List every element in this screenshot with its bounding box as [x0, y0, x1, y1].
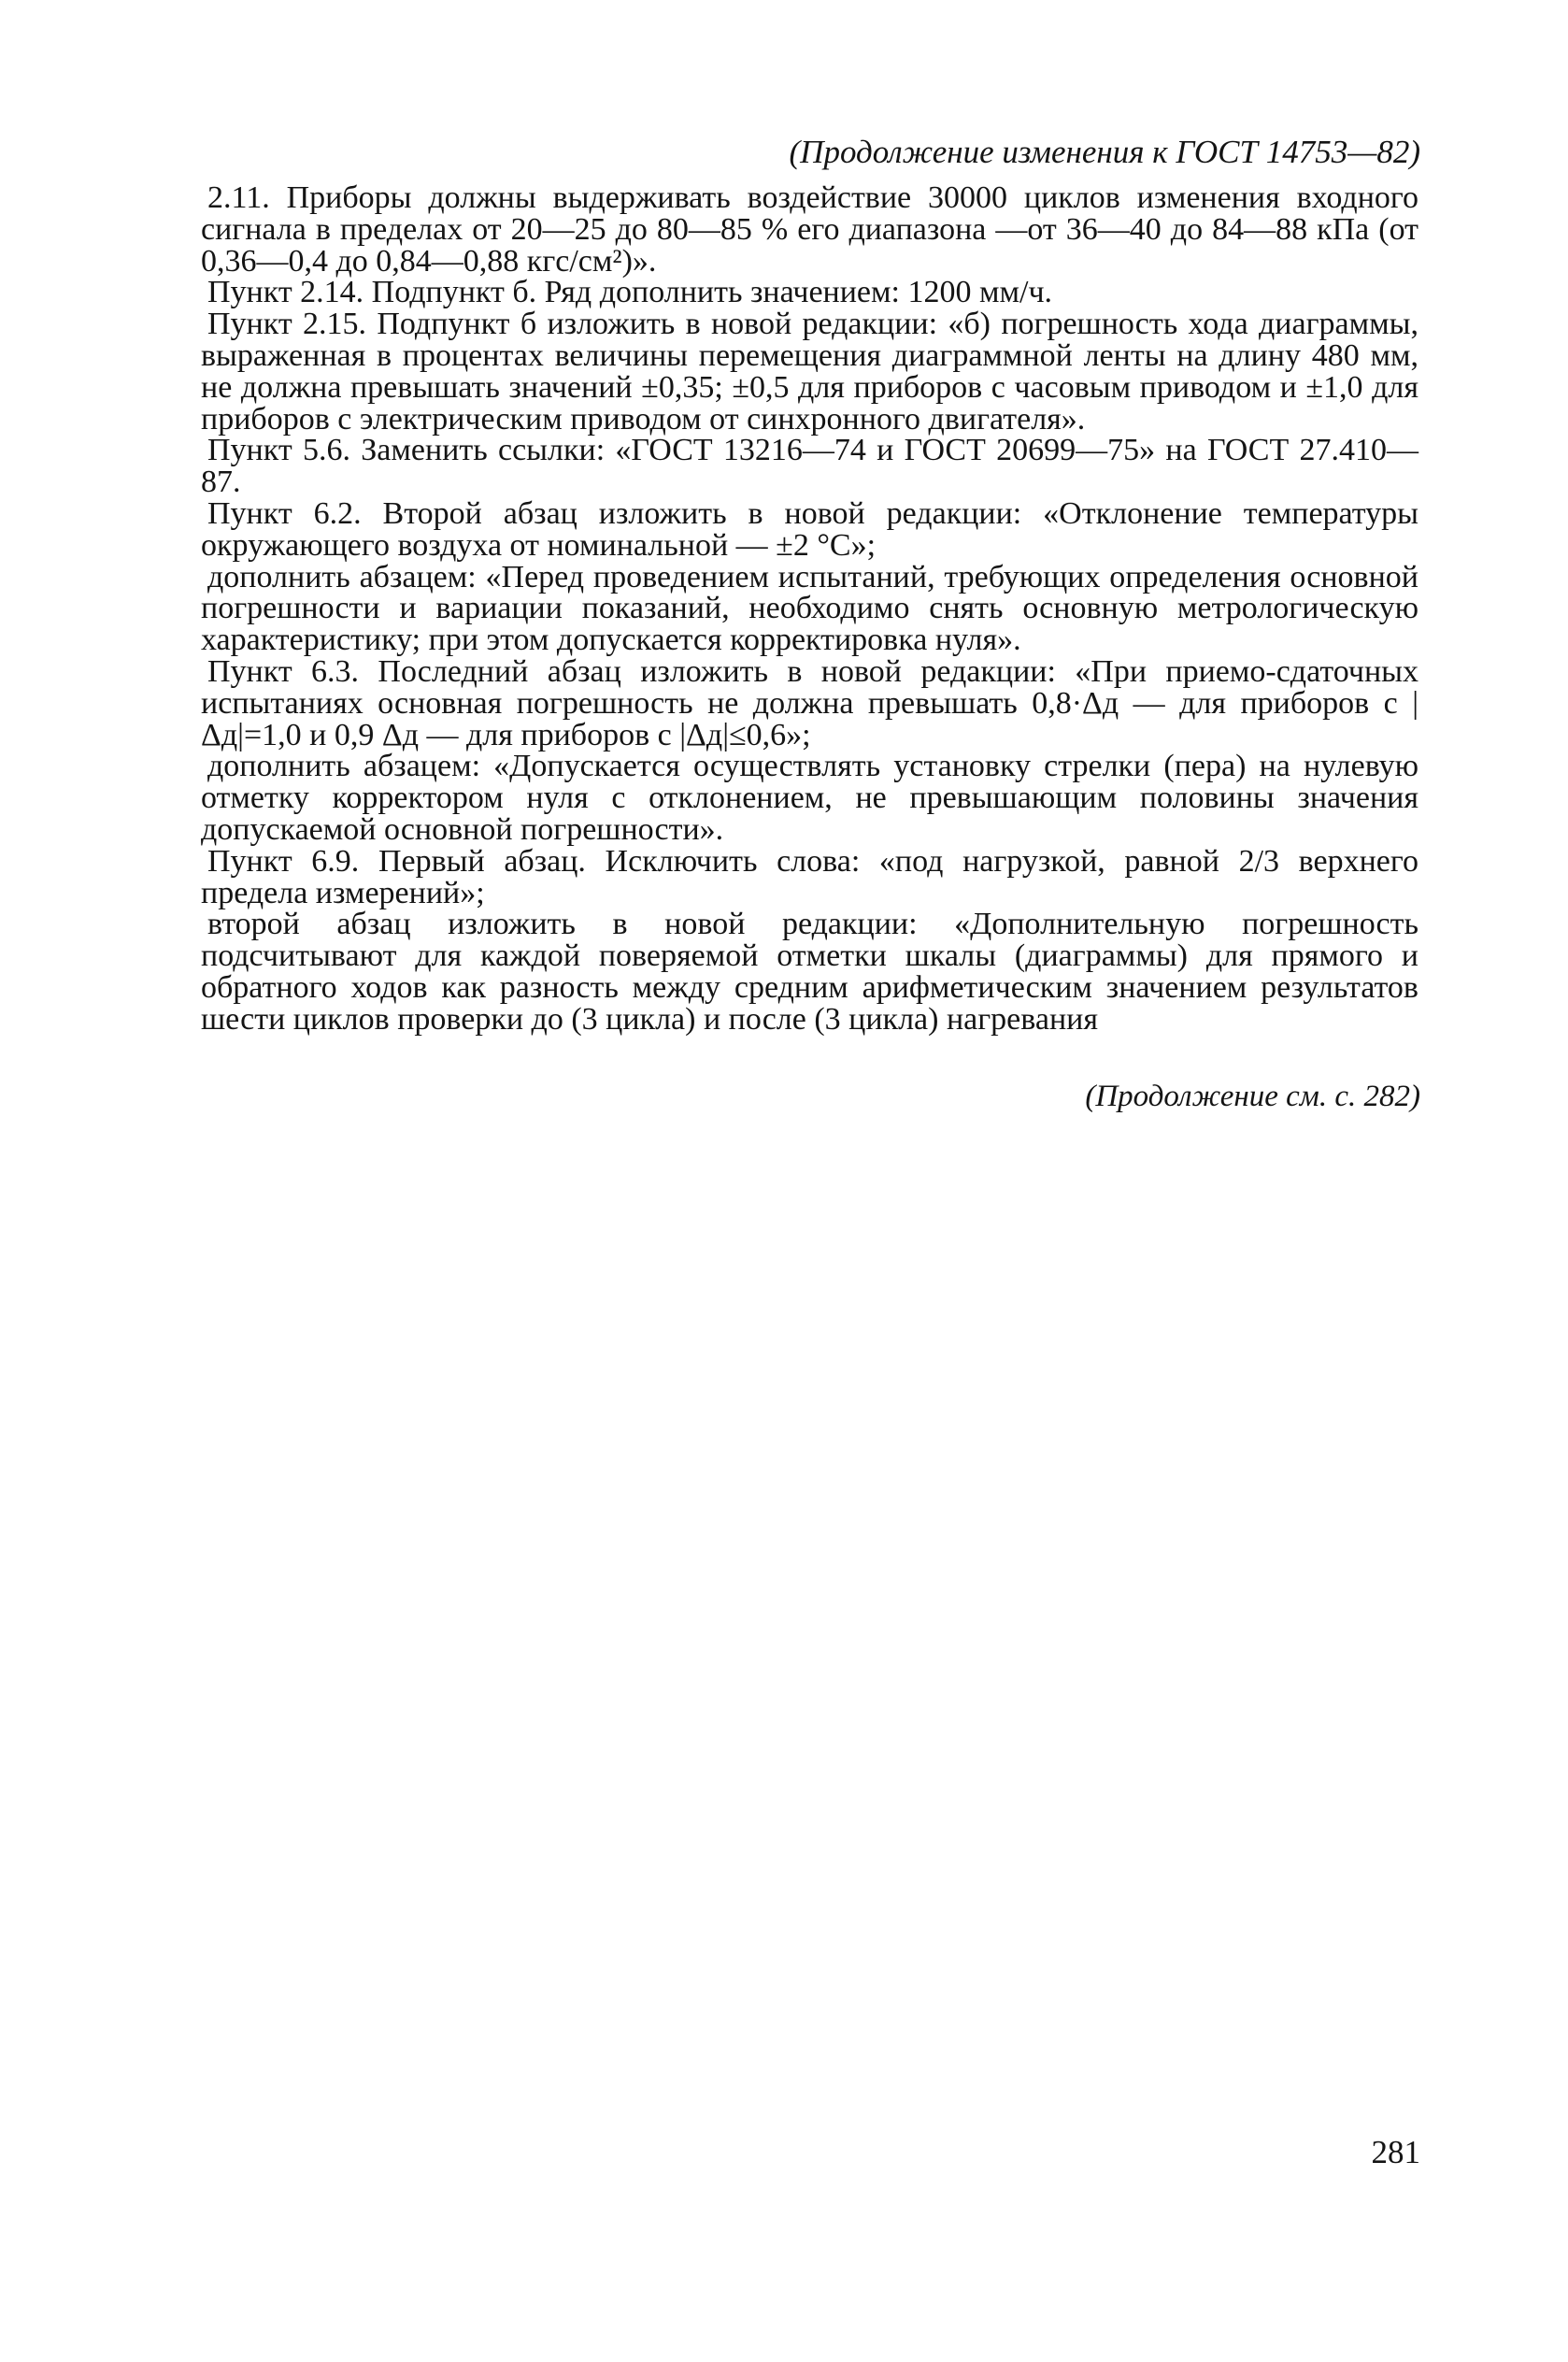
- paragraph-item-6-2: Пункт 6.2. Второй абзац изложить в новой редакции: «Отклонение температуры окружающего воздуха от номинальной — ±2 °С»;: [201, 495, 1418, 563]
- continuation-footer: (Продолжение см. с. 282): [1085, 1080, 1420, 1113]
- paragraph-item-6-9-second: второй абзац изложить в новой редакции: «Дополнительную погрешность подсчитывают для каждой поверяемой отметки шкалы (диаграммы) для прямого и обратного ходов как разность между средним арифметическим значением результатов шести циклов проверки до (3 цикла) и после (3 цикла) нагревания: [201, 907, 1418, 1037]
- paragraph-item-6-3-addition: дополнить абзацем: «Допускается осуществлять установку стрелки (пера) на нулевую отметку корректором нуля с отклонением, не превышающим половины значения допускаемой основной погрешности».: [201, 749, 1418, 847]
- paragraph-item-2-14: Пункт 2.14. Подпункт б. Ряд дополнить значением: 1200 мм/ч.: [207, 275, 1053, 310]
- paragraph-2-11: 2.11. Приборы должны выдерживать воздействие 30000 циклов изменения входного сигнала в пределах от 20—25 до 80—85 % его диапазона —от 36—40 до 84—88 кПа (от 0,36—0,4 до 0,84—0,88 кгс/см²)».: [201, 180, 1418, 279]
- body-text: [201, 182, 1418, 1036]
- paragraph-item-6-9: Пункт 6.9. Первый абзац. Исключить слова: «под нагрузкой, равной 2/3 верхнего предела измерений»;: [201, 843, 1418, 910]
- continuation-header: (Продолжение изменения к ГОСТ 14753—82): [789, 134, 1420, 170]
- paragraph-item-2-15: Пункт 2.15. Подпункт б изложить в новой редакции: «б) погрешность хода диаграммы, выраженная в процентах величины перемещения диаграммной ленты на длину 480 мм, не должна превышать значений ±0,35; ±0,5 для приборов с часовым приводом и ±1,0 для приборов с электрическим приводом от синхронного двигателя».: [201, 307, 1418, 437]
- paragraph-item-5-6: Пункт 5.6. Заменить ссылки: «ГОСТ 13216—74 и ГОСТ 20699—75» на ГОСТ 27.410—87.: [201, 433, 1418, 500]
- page-number: 281: [1371, 2134, 1420, 2170]
- paragraph-item-6-3: Пункт 6.3. Последний абзац изложить в новой редакции: «При приемо-сдаточных испытаниях основная погрешность не должна превышать 0,8·Δд — для приборов с |Δд|=1,0 и 0,9 Δд — для приборов с |Δд|≤0,6»;: [201, 653, 1418, 752]
- paragraph-item-6-2-addition: дополнить абзацем: «Перед проведением испытаний, требующих определения основной погрешности и вариации показаний, необходимо снять основную метрологическую характеристику; при этом допускается корректировка нуля».: [201, 559, 1418, 658]
